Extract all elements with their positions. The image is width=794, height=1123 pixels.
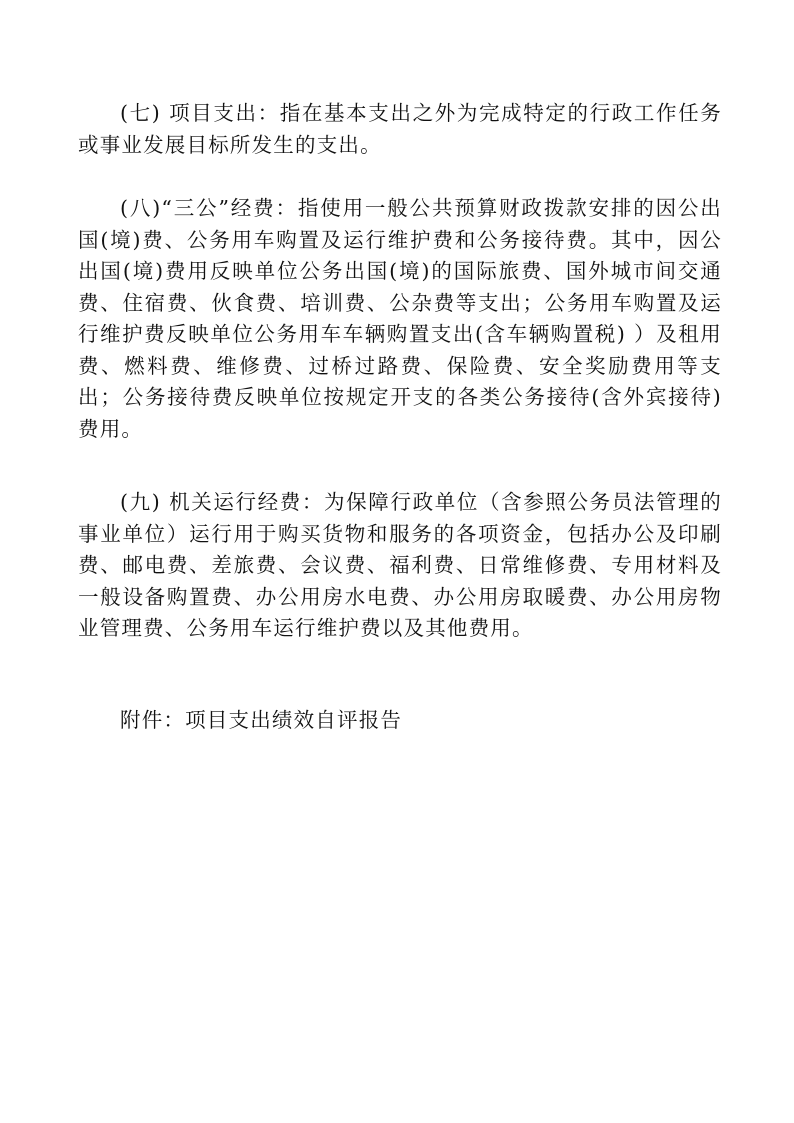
paragraph-agency-operating-expenses: (九) 机关运行经费：为保障行政单位（含参照公务员法管理的事业单位）运行用于购买货物和服务的各项资金，包括办公及印刷费、邮电费、差旅费、会议费、福利费、日常维修费、专用材料及一般设备购置费、办公用房水电费、办公用房取暖费、办公用房物业管理费、公务用车运行维护费以及其他费用。 [78,490,722,640]
paragraph-project-expenditure: (七) 项目支出：指在基本支出之外为完成特定的行政工作任务或事业发展目标所发生的支出。 [78,101,722,157]
attachment-line: 附件：项目支出绩效自评报告 [120,708,403,732]
paragraph-three-public-expenses: (八)“三公”经费：指使用一般公共预算财政拨款安排的因公出国(境)费、公务用车购置及运行维护费和公务接待费。其中，因公出国(境)费用反映单位公务出国(境)的国际旅费、国外城市间交通费、住宿费、伙食费、培训费、公杂费等支出；公务用车购置及运行维护费反映单位公务用车车辆购置支出(含车辆购置税) ）及租用费、燃料费、维修费、过桥过路费、保险费、安全奖励费用等支出；公务接待费反映单位按规定开支的各类公务接待(含外宾接待)费用。 [78,196,722,441]
